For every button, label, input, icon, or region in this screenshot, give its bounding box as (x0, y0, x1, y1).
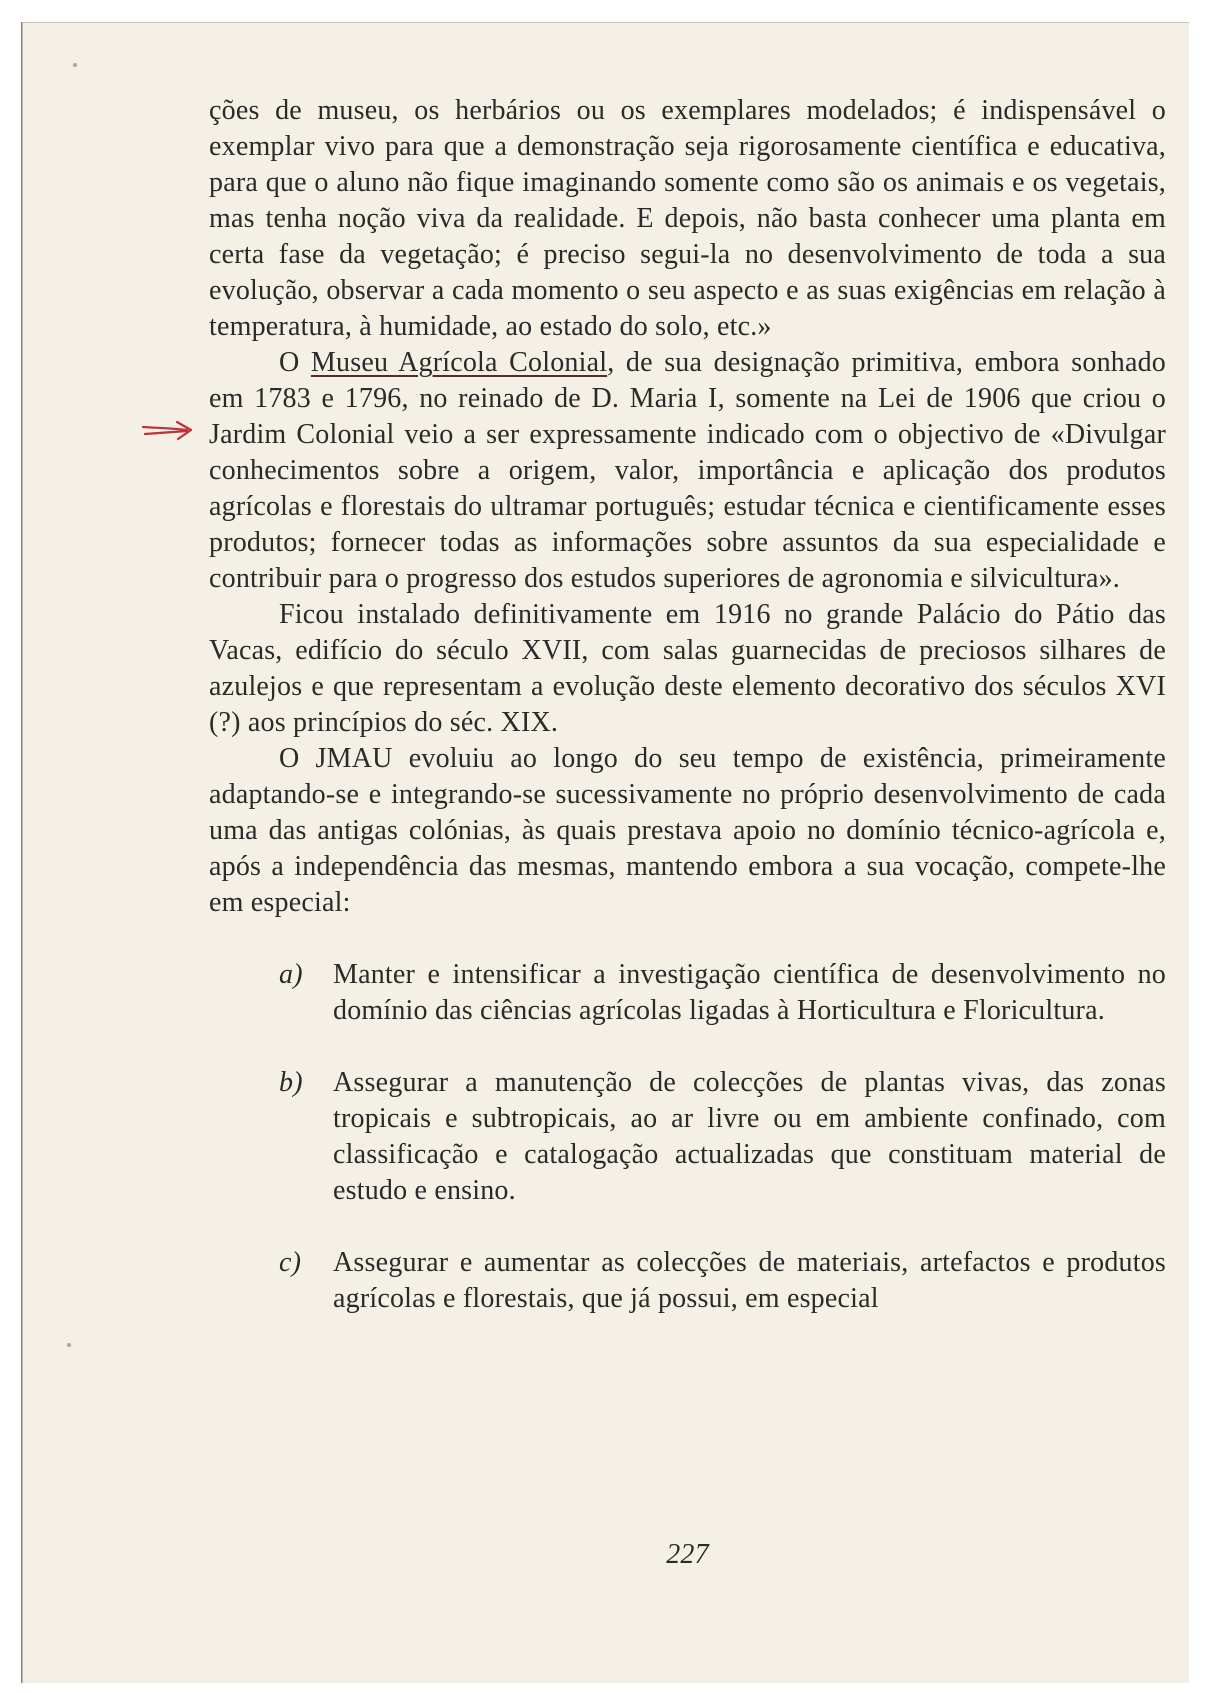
page-number: 227 (666, 1539, 709, 1570)
list-item-text: Manter e intensificar a investigação científica de desenvolvimento no domínio das ciências agrícolas ligadas à Horticultura e Floricultura. (333, 959, 1166, 1026)
list-item (209, 957, 1166, 1029)
list-item (209, 1245, 1166, 1317)
paragraph-3: Ficou instalado definitivamente em 1916 no grande Palácio do Pátio das Vacas, edifício do século XVII, com salas guarnecidas de preciosos silhares de azulejos e que representam a evolução deste elemento decorativo dos séculos XVI (?) aos princípios do séc. XIX. (209, 599, 1166, 738)
underlined-museum-name: Museu Agrícola Colonial (310, 347, 608, 378)
paragraph-2-text: , de sua designação primitiva, embora sonhado em 1783 e 1796, no reinado de D. Maria I, somente na Lei de 1906 que criou o Jardim Colonial veio a ser expressamente indicado com o objectivo de «Divulgar conhecimentos sobre a origem, valor, importância e aplicação dos produtos agrícolas e florestais do ultramar português; estudar técnica e cientificamente esses produtos; fornecer todas as informações sobre assuntos da sua especialidade e contribuir para o progresso dos estudos superiores de agronomia e silvicultura». (209, 347, 1166, 594)
paper-speck (73, 63, 77, 67)
list-marker: a) (279, 959, 303, 990)
paragraph-4: O JMAU evoluiu ao longo do seu tempo de existência, primeiramente adaptando-se e integrando-se sucessivamente no próprio desenvolvimento de cada uma das antigas colónias, às quais prestava apoio no domínio técnico-agrícola e, após a independência das mesmas, mantendo embora a sua vocação, compete-lhe em especial: (209, 743, 1166, 918)
competence-list (209, 957, 1166, 1317)
list-marker: c) (279, 1247, 302, 1278)
page-body (209, 93, 1166, 1570)
paragraph-2 (209, 345, 1166, 597)
list-marker: b) (279, 1067, 303, 1098)
document-page (22, 22, 1189, 1683)
list-item-text: Assegurar a manutenção de colecções de plantas vivas, das zonas tropicais e subtropicais, ao ar livre ou em ambiente confinado, com classificação e catalogação actualizadas que constituam material de estudo e ensino. (333, 1067, 1166, 1206)
list-item-text: Assegurar e aumentar as colecções de materiais, artefactos e produtos agrícolas e florestais, que já possui, em especial (333, 1247, 1166, 1314)
list-item (209, 1065, 1166, 1209)
hand-drawn-arrow-icon (141, 419, 197, 443)
paper-speck (67, 1343, 71, 1347)
paragraph-2-lead: O (279, 347, 311, 378)
paragraph-1: ções de museu, os herbários ou os exemplares modelados; é indispensável o exemplar vivo para que a demonstração seja rigorosamente científica e educativa, para que o aluno não fique imaginando somente como são os animais e os vegetais, mas tenha noção viva da realidade. E depois, não basta conhecer uma planta em certa fase da vegetação; é preciso segui-la no desenvolvimento de toda a sua evolução, observar a cada momento o seu aspecto e as suas exigências em relação à temperatura, à humidade, ao estado do solo, etc.» (209, 95, 1166, 342)
